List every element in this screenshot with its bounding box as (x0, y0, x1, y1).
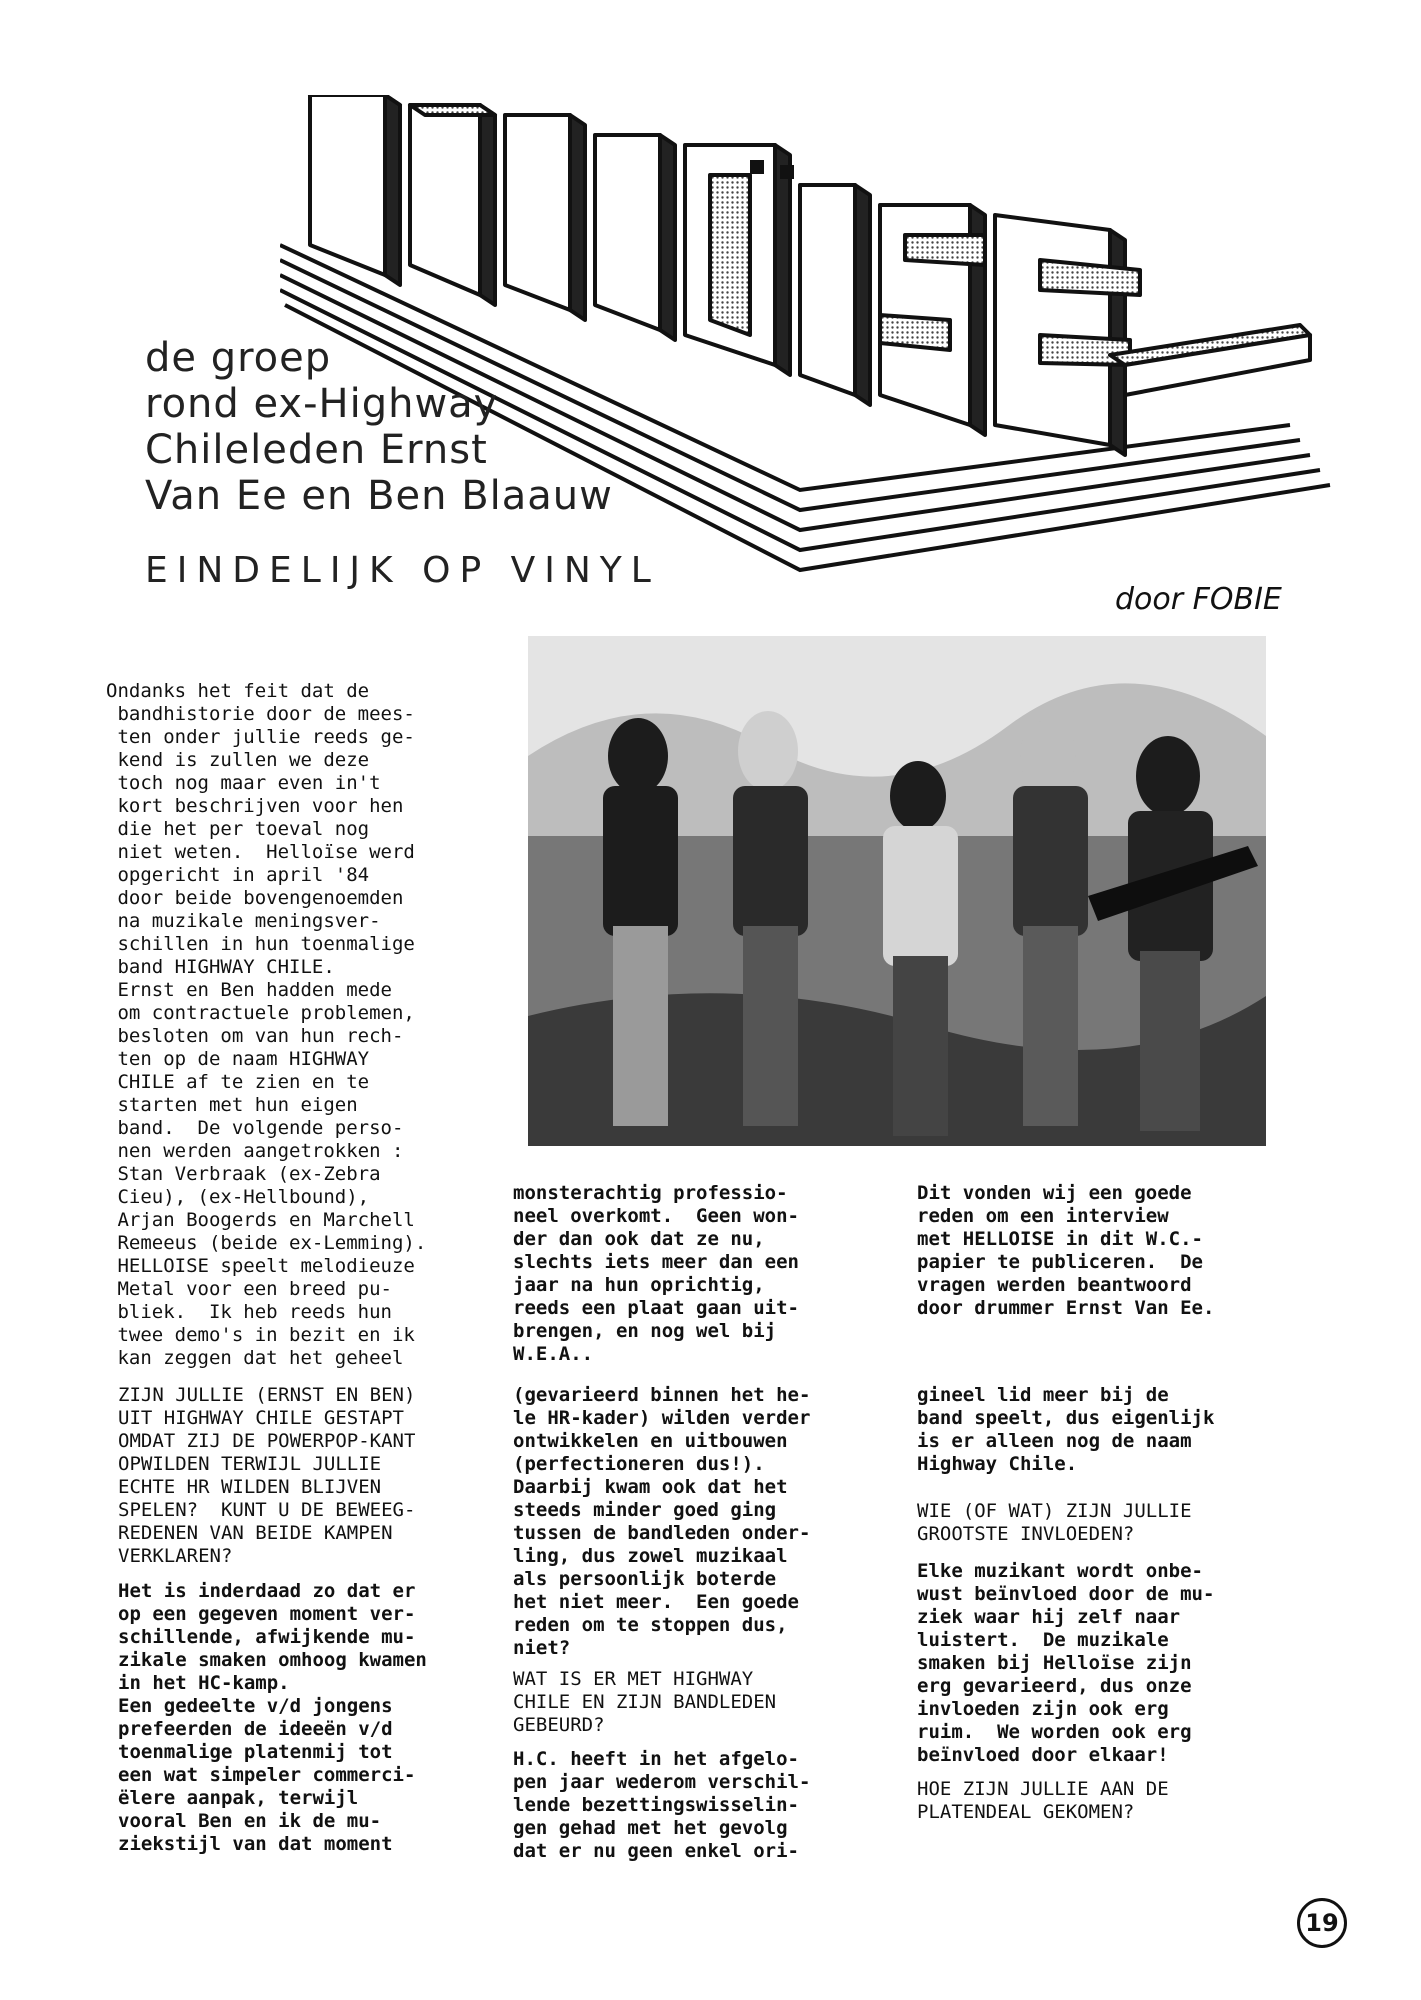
question-2: WAT IS ER MET HIGHWAY CHILE EN ZIJN BANDLEDEN GEBEURD? (513, 1668, 777, 1736)
answer-2-right: gineel lid meer bij de band speelt, dus eigenlijk is er alleen nog de naam Highway Chile. (917, 1384, 1215, 1475)
subtitle-line: de groep (145, 335, 332, 381)
page-number: 19 (1297, 1898, 1347, 1948)
intro-middle-column: monsterachtig professio- neel overkomt. Geen won- der dan ook dat ze nu, slechts iets meer dan een jaar na hun oprichtig, reeds een plaat gaan uit- brengen, en nog wel bij W.E.A.. (513, 1182, 799, 1365)
subtitle-line: Chileleden Ernst (145, 427, 488, 473)
answer-3: Elke muzikant wordt onbe- wust beïnvloed door de mu- ziek waar hij zelf naar luistert. De muzikale smaken bij Helloïse zijn erg gevarieerd, dus onze invloeden zijn ook erg ruim. We worden ook erg beïnvloed door elkaar! (917, 1560, 1215, 1766)
subtitle-line: Van Ee en Ben Blaauw (145, 473, 613, 519)
subtitle (145, 335, 613, 519)
question-1: ZIJN JULLIE (ERNST EN BEN) UIT HIGHWAY CHILE GESTAPT OMDAT ZIJ DE POWERPOP-KANT OPWILDEN TERWIJL JULLIE ECHTE HR WILDEN BLIJVEN SPELEN? KUNT U DE BEWEEG- REDENEN VAN BEIDE KAMPEN VERKLAREN? (118, 1384, 416, 1567)
band-photo (528, 636, 1266, 1146)
intro-left-column: Ondanks het feit dat de bandhistorie door de mees- ten onder jullie reeds ge- kend is zullen we deze toch nog maar even in't kort beschrijven voor hen die het per toeval nog niet weten. Helloïse werd opgericht in april '84 door beide bovengenoemden na muzikale meningsver- schillen in hun toenmalige band HIGHWAY CHILE. Ernst en Ben hadden mede om contractuele problemen, besloten om van hun rech- ten op de naam HIGHWAY CHILE af te zien en te starten met hun eigen band. De volgende perso- nen werden aangetrokken : Stan Verbraak (ex-Zebra Cieu), (ex-Hellbound), Arjan Boogerds en Marchell Remeeus (beide ex-Lemming). HELLOISE speelt melodieuze Metal voor een breed pu- bliek. Ik heb reeds hun twee demo's in bezit en ik kan zeggen dat het geheel (106, 680, 427, 1369)
question-3: WIE (OF WAT) ZIJN JULLIE GROOTSTE INVLOEDEN? (917, 1500, 1192, 1545)
intro-right-column: Dit vonden wij een goede reden om een interview met HELLOISE in dit W.C.- papier te publiceren. De vragen werden beantwoord door drummer Ernst Van Ee. (917, 1182, 1215, 1319)
byline: door FOBIE (1115, 582, 1282, 617)
subtitle-line: rond ex-Highway (145, 381, 499, 427)
answer-1-left: Het is inderdaad zo dat er op een gegeven moment ver- schillende, afwijkende mu- zikale smaken omhoog kwamen in het HC-kamp. Een gedeelte v/d jongens prefeerden de ideeën v/d toenmalige platenmij tot een wat simpeler commerci- ëlere aanpak, terwijl vooral Ben en ik de mu- ziekstijl van dat moment (118, 1580, 427, 1855)
question-4: HOE ZIJN JULLIE AAN DE PLATENDEAL GEKOMEN? (917, 1778, 1169, 1823)
answer-2-middle: H.C. heeft in het afgelo- pen jaar wederom verschil- lende bezettingswisselin- gen gehad met het gevolg dat er nu geen enkel ori- (513, 1748, 811, 1862)
answer-1-middle: (gevarieerd binnen het he- le HR-kader) wilden verder ontwikkelen en uitbouwen (perfectioneren dus!). Daarbij kwam ook dat het steeds minder goed ging tussen de bandleden onder- ling, dus zowel muzikaal als persoonlijk boterde het niet meer. Een goede reden om te stoppen dus, niet? (513, 1384, 811, 1659)
tagline: EINDELIJK OP VINYL (145, 550, 660, 591)
